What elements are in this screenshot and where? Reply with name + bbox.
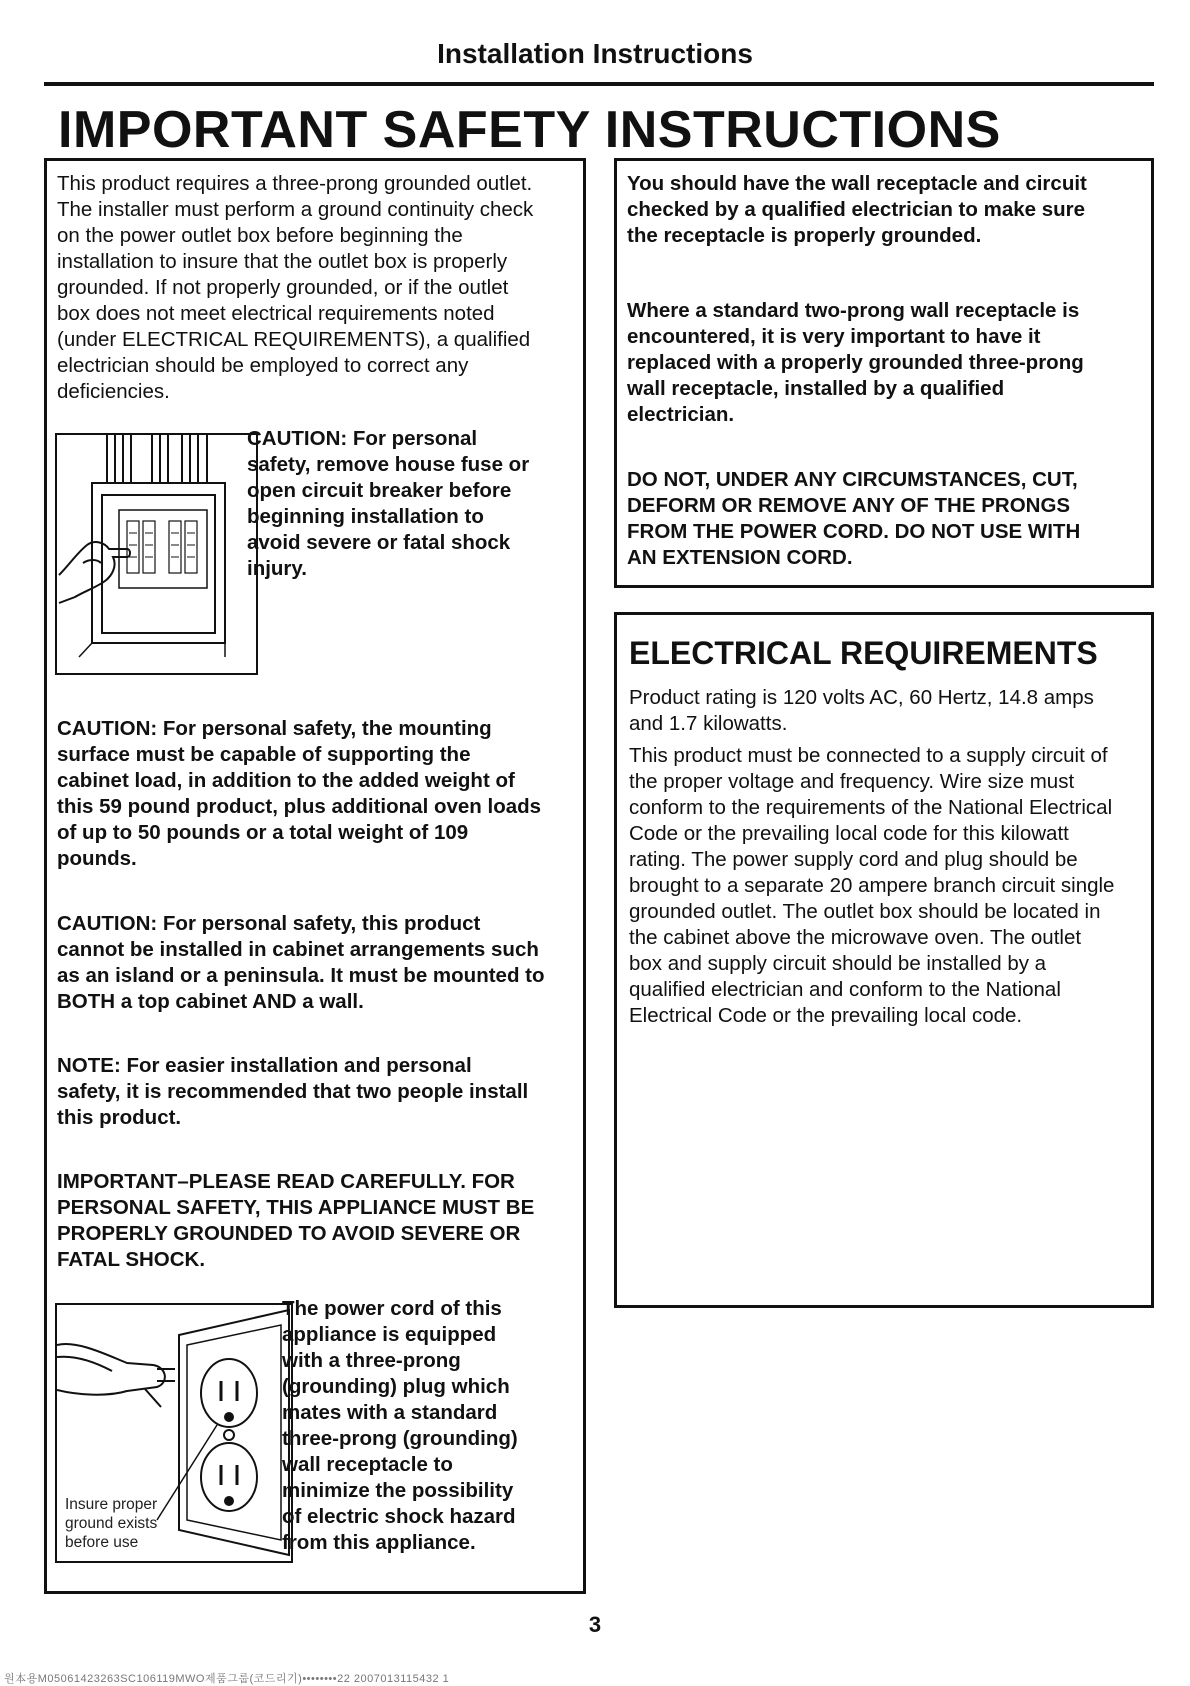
text-line: conform to the requirements of the National Electrical <box>629 796 1113 819</box>
product-rating <box>629 685 1149 737</box>
running-header: Installation Instructions <box>437 38 753 69</box>
text-line: FATAL SHOCK. <box>57 1248 206 1271</box>
text-line: grounded. If not properly grounded, or if the outlet <box>57 276 509 299</box>
text-line: safety, remove house fuse or <box>247 453 530 476</box>
text-line: minimize the possibility <box>282 1479 514 1502</box>
text-line: surface must be capable of supporting the <box>57 743 471 766</box>
text-line: the proper voltage and frequency. Wire size must <box>629 770 1075 793</box>
header-rule <box>44 82 1154 86</box>
grounded-plug-figure <box>55 1303 293 1563</box>
text-line: checked by a qualified electrician to make sure <box>627 198 1086 221</box>
text-line: cannot be installed in cabinet arrangements such <box>57 938 539 961</box>
text-line: encountered, it is very important to have it <box>627 325 1041 348</box>
page-title: IMPORTANT SAFETY INSTRUCTIONS <box>58 101 1001 159</box>
text-line: You should have the wall receptacle and circuit <box>627 172 1087 195</box>
text-line: qualified electrician and conform to the National <box>629 978 1061 1001</box>
text-line: CAUTION: For personal <box>247 427 478 450</box>
text-line: This product must be connected to a supply circuit of <box>629 744 1108 767</box>
supply-circuit-paragraph <box>629 743 1149 1029</box>
text-line: PROPERLY GROUNDED TO AVOID SEVERE OR <box>57 1222 521 1245</box>
text-line: replaced with a properly grounded three-prong <box>627 351 1084 374</box>
text-line: Where a standard two-prong wall receptacle is <box>627 299 1080 322</box>
text-line: wall receptacle, installed by a qualified <box>627 377 1005 400</box>
receptacle-check-note <box>627 171 1147 249</box>
text-line: DO NOT, UNDER ANY CIRCUMSTANCES, CUT, <box>627 468 1078 491</box>
safety-box-right <box>614 158 1154 588</box>
text-line: AN EXTENSION CORD. <box>627 546 853 569</box>
text-line: The installer must perform a ground continuity check <box>57 198 534 221</box>
text-line: brought to a separate 20 ampere branch circuit single <box>629 874 1115 897</box>
text-line: appliance is equipped <box>282 1323 497 1346</box>
text-line: deficiencies. <box>57 380 170 403</box>
text-line: The power cord of this <box>282 1297 502 1320</box>
two-prong-note <box>627 298 1147 428</box>
text-line: open circuit breaker before <box>247 479 512 502</box>
text-line: (grounding) plug which <box>282 1375 510 1398</box>
text-line: (under ELECTRICAL REQUIREMENTS), a qualified <box>57 328 531 351</box>
intro-paragraph <box>57 171 577 405</box>
text-line: NOTE: For easier installation and personal <box>57 1054 472 1077</box>
text-line: Code or the prevailing local code for this kilowatt <box>629 822 1069 845</box>
text-line: of electric shock hazard <box>282 1505 516 1528</box>
text-line: electrician should be employed to correct any <box>57 354 469 377</box>
text-line: and 1.7 kilowatts. <box>629 712 788 735</box>
figure-caption <box>65 1495 157 1552</box>
text-line: box and supply circuit should be installed by a <box>629 952 1047 975</box>
safety-box-left <box>44 158 586 1594</box>
text-line: BOTH a top cabinet AND a wall. <box>57 990 364 1013</box>
fuse-box-illustration <box>57 435 256 673</box>
text-line: this product. <box>57 1106 182 1129</box>
text-line: box does not meet electrical requirements noted <box>57 302 495 325</box>
text-line: rating. The power supply cord and plug should be <box>629 848 1078 871</box>
text-line: safety, it is recommended that two people install <box>57 1080 529 1103</box>
text-line: CAUTION: For personal safety, this product <box>57 912 481 935</box>
text-line: on the power outlet box before beginning the <box>57 224 463 247</box>
text-line: the cabinet above the microwave oven. The outlet <box>629 926 1082 949</box>
text-line: mates with a standard <box>282 1401 498 1424</box>
island-caution <box>57 911 582 1015</box>
prong-warning <box>627 467 1147 571</box>
installation-note <box>57 1053 582 1131</box>
text-line: from this appliance. <box>282 1531 476 1554</box>
text-line: ground exists <box>65 1515 158 1532</box>
text-line: FROM THE POWER CORD. DO NOT USE WITH <box>627 520 1081 543</box>
electrical-requirements-box <box>614 612 1154 1308</box>
text-line: of up to 50 pounds or a total weight of 109 <box>57 821 469 844</box>
text-line: wall receptacle to <box>282 1453 453 1476</box>
text-line: the receptacle is properly grounded. <box>627 224 982 247</box>
text-line: cabinet load, in addition to the added weight of <box>57 769 515 792</box>
text-line: This product requires a three-prong grounded outlet. <box>57 172 533 195</box>
text-line: Product rating is 120 volts AC, 60 Hertz, 14.8 amps <box>629 686 1094 709</box>
text-line: Electrical Code or the prevailing local code. <box>629 1004 1023 1027</box>
page-number: 3 <box>588 1612 602 1637</box>
important-grounding-notice <box>57 1169 582 1273</box>
text-line: installation to insure that the outlet box is properly <box>57 250 508 273</box>
fuse-caution <box>247 426 577 582</box>
text-line: beginning installation to <box>247 505 484 528</box>
text-line: Insure proper <box>65 1496 158 1513</box>
fuse-box-figure <box>55 433 258 675</box>
footer-code: 원本용M05061423263SC106119MWO제품그룹(코드리기)••••••••22 2007013115432 1 <box>4 1673 450 1685</box>
text-line: pounds. <box>57 847 137 870</box>
text-line: this 59 pound product, plus additional oven loads <box>57 795 542 818</box>
text-line: CAUTION: For personal safety, the mounting <box>57 717 492 740</box>
text-line: three-prong (grounding) <box>282 1427 518 1450</box>
text-line: DEFORM OR REMOVE ANY OF THE PRONGS <box>627 494 1071 517</box>
text-line: avoid severe or fatal shock <box>247 531 511 554</box>
power-cord-note <box>282 1296 582 1556</box>
text-line: electrician. <box>627 403 735 426</box>
text-line: PERSONAL SAFETY, THIS APPLIANCE MUST BE <box>57 1196 535 1219</box>
text-line: injury. <box>247 557 307 580</box>
text-line: IMPORTANT–PLEASE READ CAREFULLY. FOR <box>57 1170 515 1193</box>
text-line: with a three-prong <box>282 1349 461 1372</box>
text-line: before use <box>65 1534 139 1551</box>
mounting-caution <box>57 716 582 872</box>
text-line: as an island or a peninsula. It must be mounted to <box>57 964 545 987</box>
text-line: grounded outlet. The outlet box should be located in <box>629 900 1101 923</box>
section-heading: ELECTRICAL REQUIREMENTS <box>629 635 1098 671</box>
